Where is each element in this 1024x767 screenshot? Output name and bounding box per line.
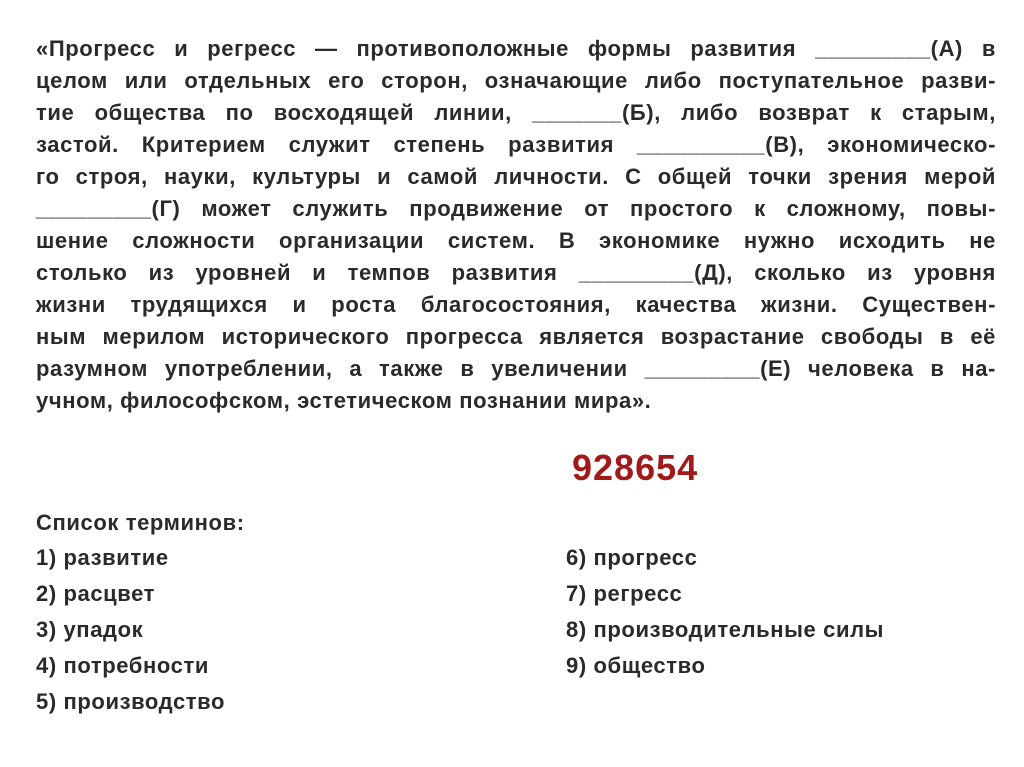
passage-line: жизни трудящихся и роста благосостояния, качества жизни. Существен- xyxy=(36,292,996,317)
passage-line: столько из уровней и темпов развития _________(Д), сколько из уровня xyxy=(36,260,996,285)
term-item: 1) развитие xyxy=(36,545,169,570)
passage-line: целом или отдельных его сторон, означающие либо поступательное разви- xyxy=(36,68,996,93)
passage-line: застой. Критерием служит степень развития __________(В), экономическо- xyxy=(36,132,996,157)
passage-line: _________(Г) может служить продвижение от простого к сложному, повы- xyxy=(36,196,996,221)
term-item: 6) прогресс xyxy=(566,545,698,570)
passage-line: «Прогресс и регресс — противоположные формы развития _________(А) в xyxy=(36,36,996,61)
answer-code: 928654 xyxy=(572,447,699,488)
passage-line: ным мерилом исторического прогресса является возрастание свободы в её xyxy=(36,324,996,349)
passage-line: тие общества по восходящей линии, _______(Б), либо возврат к старым, xyxy=(36,100,996,125)
term-item: 9) общество xyxy=(566,653,706,678)
term-item: 8) производительные силы xyxy=(566,617,885,642)
passage-line: разумном употреблении, а также в увеличении _________(Е) человека в на- xyxy=(36,356,996,381)
term-item: 2) расцвет xyxy=(36,581,156,606)
terms-list-title: Список терминов: xyxy=(36,510,245,535)
passage-line: учном, философском, эстетическом познании мира». xyxy=(36,388,652,413)
term-item: 5) производство xyxy=(36,689,226,714)
term-item: 3) упадок xyxy=(36,617,144,642)
term-item: 4) потребности xyxy=(36,653,209,678)
term-item: 7) регресс xyxy=(566,581,683,606)
passage-line: шение сложности организации систем. В экономике нужно исходить не xyxy=(36,228,996,253)
passage-line: го строя, науки, культуры и самой личности. С общей точки зрения мерой xyxy=(36,164,996,189)
